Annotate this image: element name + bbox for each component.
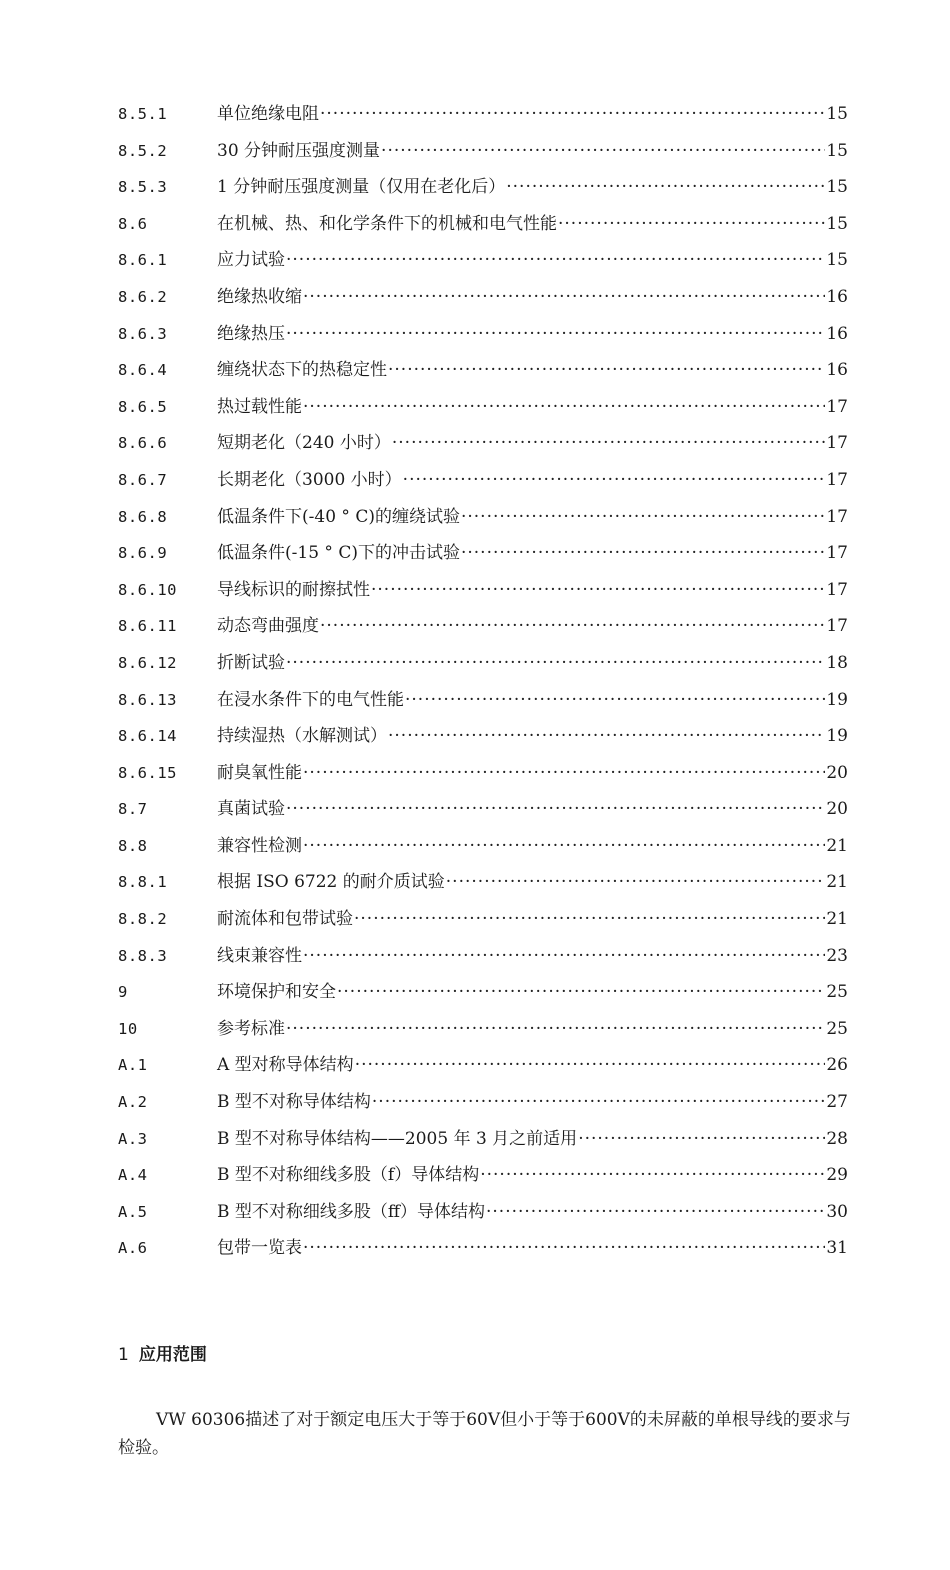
toc-entry-number: 9 bbox=[118, 983, 128, 1002]
toc-entry-title: B 型不对称细线多股（ff）导体结构 bbox=[217, 1201, 485, 1222]
toc-entry-page: 17 bbox=[826, 469, 848, 490]
toc-entry-title: 折断试验 bbox=[217, 652, 285, 673]
toc-entry-number: 8.6.6 bbox=[118, 434, 168, 453]
toc-entry-title: 热过载性能 bbox=[217, 396, 302, 417]
toc-entry[interactable] bbox=[118, 1194, 848, 1231]
toc-entry-title: A 型对称导体结构 bbox=[217, 1055, 354, 1076]
toc-entry-number: A.3 bbox=[118, 1129, 148, 1148]
toc-entry-page: 19 bbox=[826, 689, 848, 710]
toc-entry-page: 21 bbox=[826, 909, 848, 930]
toc-entry[interactable] bbox=[118, 864, 848, 901]
toc-entry[interactable] bbox=[118, 462, 848, 499]
toc-entry-title: B 型不对称细线多股（f）导体结构 bbox=[217, 1165, 480, 1186]
section-number: 1 bbox=[118, 1345, 129, 1365]
toc-entry-number: 8.6.15 bbox=[118, 763, 177, 782]
toc-entry[interactable] bbox=[118, 1230, 848, 1267]
toc-entry-page: 19 bbox=[826, 726, 848, 747]
toc-entry[interactable] bbox=[118, 938, 848, 975]
toc-dot-leader bbox=[371, 572, 825, 609]
toc-entry[interactable] bbox=[118, 901, 848, 938]
toc-entry-number: 8.6 bbox=[118, 214, 148, 233]
toc-entry-number: 8.5.3 bbox=[118, 178, 168, 197]
toc-entry-number: 8.6.10 bbox=[118, 580, 177, 599]
toc-entry[interactable] bbox=[118, 974, 848, 1011]
toc-entry-page: 30 bbox=[826, 1201, 848, 1222]
toc-entry-title: 真菌试验 bbox=[217, 799, 285, 820]
toc-dot-leader bbox=[403, 462, 826, 499]
toc-entry-title: 持续湿热（水解测试） bbox=[217, 726, 387, 747]
toc-entry[interactable] bbox=[118, 352, 848, 389]
toc-entry[interactable] bbox=[118, 755, 848, 792]
toc-dot-leader bbox=[303, 1230, 825, 1267]
toc-entry-number: 8.6.14 bbox=[118, 727, 177, 746]
toc-entry[interactable] bbox=[118, 791, 848, 828]
toc-entry-number: 8.6.12 bbox=[118, 653, 177, 672]
toc-entry[interactable] bbox=[118, 1011, 848, 1048]
toc-entry-title: 包带一览表 bbox=[217, 1238, 302, 1259]
toc-entry[interactable] bbox=[118, 608, 848, 645]
toc-entry-page: 20 bbox=[826, 762, 848, 783]
toc-entry-number: 8.8.1 bbox=[118, 873, 168, 892]
toc-dot-leader bbox=[578, 1121, 825, 1158]
toc-entry-number: A.4 bbox=[118, 1166, 148, 1185]
toc-entry-title: 低温条件(-15 ° C)下的冲击试验 bbox=[217, 543, 460, 564]
toc-dot-leader bbox=[303, 279, 825, 316]
toc-entry-number: A.6 bbox=[118, 1239, 148, 1258]
toc-dot-leader bbox=[388, 352, 825, 389]
toc-entry-page: 21 bbox=[826, 872, 848, 893]
toc-entry[interactable] bbox=[118, 499, 848, 536]
toc-dot-leader bbox=[388, 718, 825, 755]
toc-entry-number: 8.6.5 bbox=[118, 397, 168, 416]
section-title: 应用范围 bbox=[138, 1345, 207, 1365]
toc-entry-page: 29 bbox=[826, 1165, 848, 1186]
toc-dot-leader bbox=[381, 133, 825, 170]
toc-entry-title: 参考标准 bbox=[217, 1018, 285, 1039]
toc-entry-page: 25 bbox=[826, 982, 848, 1003]
toc-entry-page: 15 bbox=[826, 104, 848, 124]
toc-entry-page: 17 bbox=[826, 506, 848, 527]
toc-entry-number: 8.6.11 bbox=[118, 617, 177, 636]
toc-entry-number: A.1 bbox=[118, 1056, 148, 1075]
toc-entry[interactable] bbox=[118, 682, 848, 719]
toc-entry-page: 17 bbox=[826, 543, 848, 564]
toc-dot-leader bbox=[506, 169, 825, 206]
toc-entry-title: 导线标识的耐擦拭性 bbox=[217, 579, 370, 600]
toc-entry-page: 17 bbox=[826, 433, 848, 454]
toc-dot-leader bbox=[286, 791, 825, 828]
toc-entry-title: 环境保护和安全 bbox=[217, 982, 336, 1003]
toc-entry[interactable] bbox=[118, 1121, 848, 1158]
toc-dot-leader bbox=[320, 96, 825, 133]
toc-entry-page: 17 bbox=[826, 616, 848, 637]
toc-entry-page: 15 bbox=[826, 177, 848, 198]
toc-entry-title: 缠绕状态下的热稳定性 bbox=[217, 360, 387, 381]
toc-entry-number: 10 bbox=[118, 1019, 138, 1038]
toc-entry-title: 耐流体和包带试验 bbox=[217, 909, 353, 930]
toc-entry-title: 应力试验 bbox=[217, 250, 285, 271]
toc-entry-number: 8.5.1 bbox=[118, 105, 168, 123]
table-of-contents bbox=[118, 96, 848, 1267]
toc-entry-title: 短期老化（240 小时） bbox=[217, 433, 391, 454]
toc-entry-number: 8.6.3 bbox=[118, 324, 168, 343]
toc-entry[interactable] bbox=[118, 425, 848, 462]
toc-entry-page: 15 bbox=[826, 250, 848, 271]
toc-entry-title: 1 分钟耐压强度测量（仅用在老化后） bbox=[217, 177, 506, 198]
toc-entry[interactable] bbox=[118, 645, 848, 682]
toc-entry[interactable] bbox=[118, 206, 848, 243]
toc-dot-leader bbox=[320, 608, 825, 645]
toc-dot-leader bbox=[446, 864, 826, 901]
toc-entry[interactable] bbox=[118, 572, 848, 609]
toc-entry-number: 8.5.2 bbox=[118, 141, 168, 160]
toc-entry-title: 耐臭氧性能 bbox=[217, 762, 302, 783]
toc-entry-page: 21 bbox=[826, 835, 848, 856]
toc-entry[interactable] bbox=[118, 828, 848, 865]
toc-entry-page: 16 bbox=[826, 360, 848, 381]
toc-entry-page: 17 bbox=[826, 579, 848, 600]
toc-dot-leader bbox=[286, 1011, 825, 1048]
toc-entry[interactable] bbox=[118, 535, 848, 572]
toc-dot-leader bbox=[461, 535, 825, 572]
toc-entry-title: 绝缘热收缩 bbox=[217, 286, 302, 307]
toc-entry[interactable] bbox=[118, 242, 848, 279]
toc-entry-number: 8.8.3 bbox=[118, 946, 168, 965]
toc-dot-leader bbox=[405, 682, 825, 719]
toc-entry[interactable] bbox=[118, 133, 848, 170]
toc-dot-leader bbox=[286, 242, 825, 279]
toc-entry-page: 16 bbox=[826, 323, 848, 344]
toc-entry-page: 27 bbox=[826, 1092, 848, 1113]
section-heading bbox=[118, 1340, 207, 1365]
toc-dot-leader bbox=[303, 755, 825, 792]
toc-dot-leader bbox=[486, 1194, 825, 1231]
toc-entry[interactable] bbox=[118, 1084, 848, 1121]
toc-dot-leader bbox=[286, 316, 825, 353]
toc-dot-leader bbox=[303, 938, 825, 975]
toc-dot-leader bbox=[372, 1084, 825, 1121]
toc-dot-leader bbox=[392, 425, 826, 462]
toc-entry-title: 低温条件下(-40 ° C)的缠绕试验 bbox=[217, 506, 460, 527]
toc-entry-number: 8.6.9 bbox=[118, 544, 168, 563]
toc-entry-page: 20 bbox=[826, 799, 848, 820]
toc-entry[interactable] bbox=[118, 1047, 848, 1084]
toc-entry-page: 28 bbox=[826, 1128, 848, 1149]
toc-entry-page: 15 bbox=[826, 140, 848, 161]
toc-dot-leader bbox=[286, 645, 825, 682]
toc-entry-page: 25 bbox=[826, 1018, 848, 1039]
toc-dot-leader bbox=[461, 499, 825, 536]
toc-entry-title: 动态弯曲强度 bbox=[217, 616, 319, 637]
toc-entry-title: 线束兼容性 bbox=[217, 945, 302, 966]
toc-entry-page: 15 bbox=[826, 213, 848, 234]
toc-entry-number: A.2 bbox=[118, 1093, 148, 1112]
toc-entry[interactable] bbox=[118, 279, 848, 316]
toc-dot-leader bbox=[303, 828, 825, 865]
toc-entry-number: 8.6.4 bbox=[118, 361, 168, 380]
toc-entry[interactable] bbox=[118, 96, 848, 133]
toc-entry[interactable] bbox=[118, 169, 848, 206]
toc-entry-title: 单位绝缘电阻 bbox=[217, 104, 319, 124]
toc-entry-number: 8.6.13 bbox=[118, 690, 177, 709]
toc-entry-title: 30 分钟耐压强度测量 bbox=[217, 140, 381, 161]
toc-entry-page: 23 bbox=[826, 945, 848, 966]
toc-entry[interactable] bbox=[118, 1157, 848, 1194]
toc-entry-number: A.5 bbox=[118, 1202, 148, 1221]
toc-entry-number: 8.6.2 bbox=[118, 287, 168, 306]
toc-entry-number: 8.8.2 bbox=[118, 910, 168, 929]
toc-entry-page: 18 bbox=[826, 652, 848, 673]
toc-entry-title: B 型不对称导体结构——2005 年 3 月之前适用 bbox=[217, 1128, 578, 1149]
toc-entry-title: B 型不对称导体结构 bbox=[217, 1092, 371, 1113]
toc-entry-title: 在浸水条件下的电气性能 bbox=[217, 689, 404, 710]
toc-dot-leader bbox=[354, 901, 825, 938]
toc-dot-leader bbox=[558, 206, 825, 243]
section-paragraph: VW 60306描述了对于额定电压大于等于60V但小于等于600V的未屏蔽的单根导线的要求与检验。 bbox=[118, 1410, 851, 1458]
toc-entry-number: 8.6.8 bbox=[118, 507, 168, 526]
toc-entry-title: 兼容性检测 bbox=[217, 835, 302, 856]
toc-entry-number: 8.8 bbox=[118, 836, 148, 855]
toc-entry-title: 在机械、热、和化学条件下的机械和电气性能 bbox=[217, 213, 557, 234]
toc-entry-title: 长期老化（3000 小时） bbox=[217, 469, 402, 490]
toc-entry-page: 16 bbox=[826, 286, 848, 307]
toc-entry[interactable] bbox=[118, 718, 848, 755]
toc-entry-page: 17 bbox=[826, 396, 848, 417]
toc-dot-leader bbox=[355, 1047, 826, 1084]
toc-entry-number: 8.6.7 bbox=[118, 470, 168, 489]
toc-entry-page: 31 bbox=[826, 1238, 848, 1259]
toc-entry-title: 绝缘热压 bbox=[217, 323, 285, 344]
toc-entry-title: 根据 ISO 6722 的耐介质试验 bbox=[217, 872, 445, 893]
toc-dot-leader bbox=[303, 389, 825, 426]
toc-dot-leader bbox=[480, 1157, 825, 1194]
toc-dot-leader bbox=[337, 974, 825, 1011]
toc-entry[interactable] bbox=[118, 389, 848, 426]
toc-entry-page: 26 bbox=[826, 1055, 848, 1076]
toc-entry-number: 8.6.1 bbox=[118, 251, 168, 270]
toc-entry-number: 8.7 bbox=[118, 800, 148, 819]
toc-entry[interactable] bbox=[118, 316, 848, 353]
